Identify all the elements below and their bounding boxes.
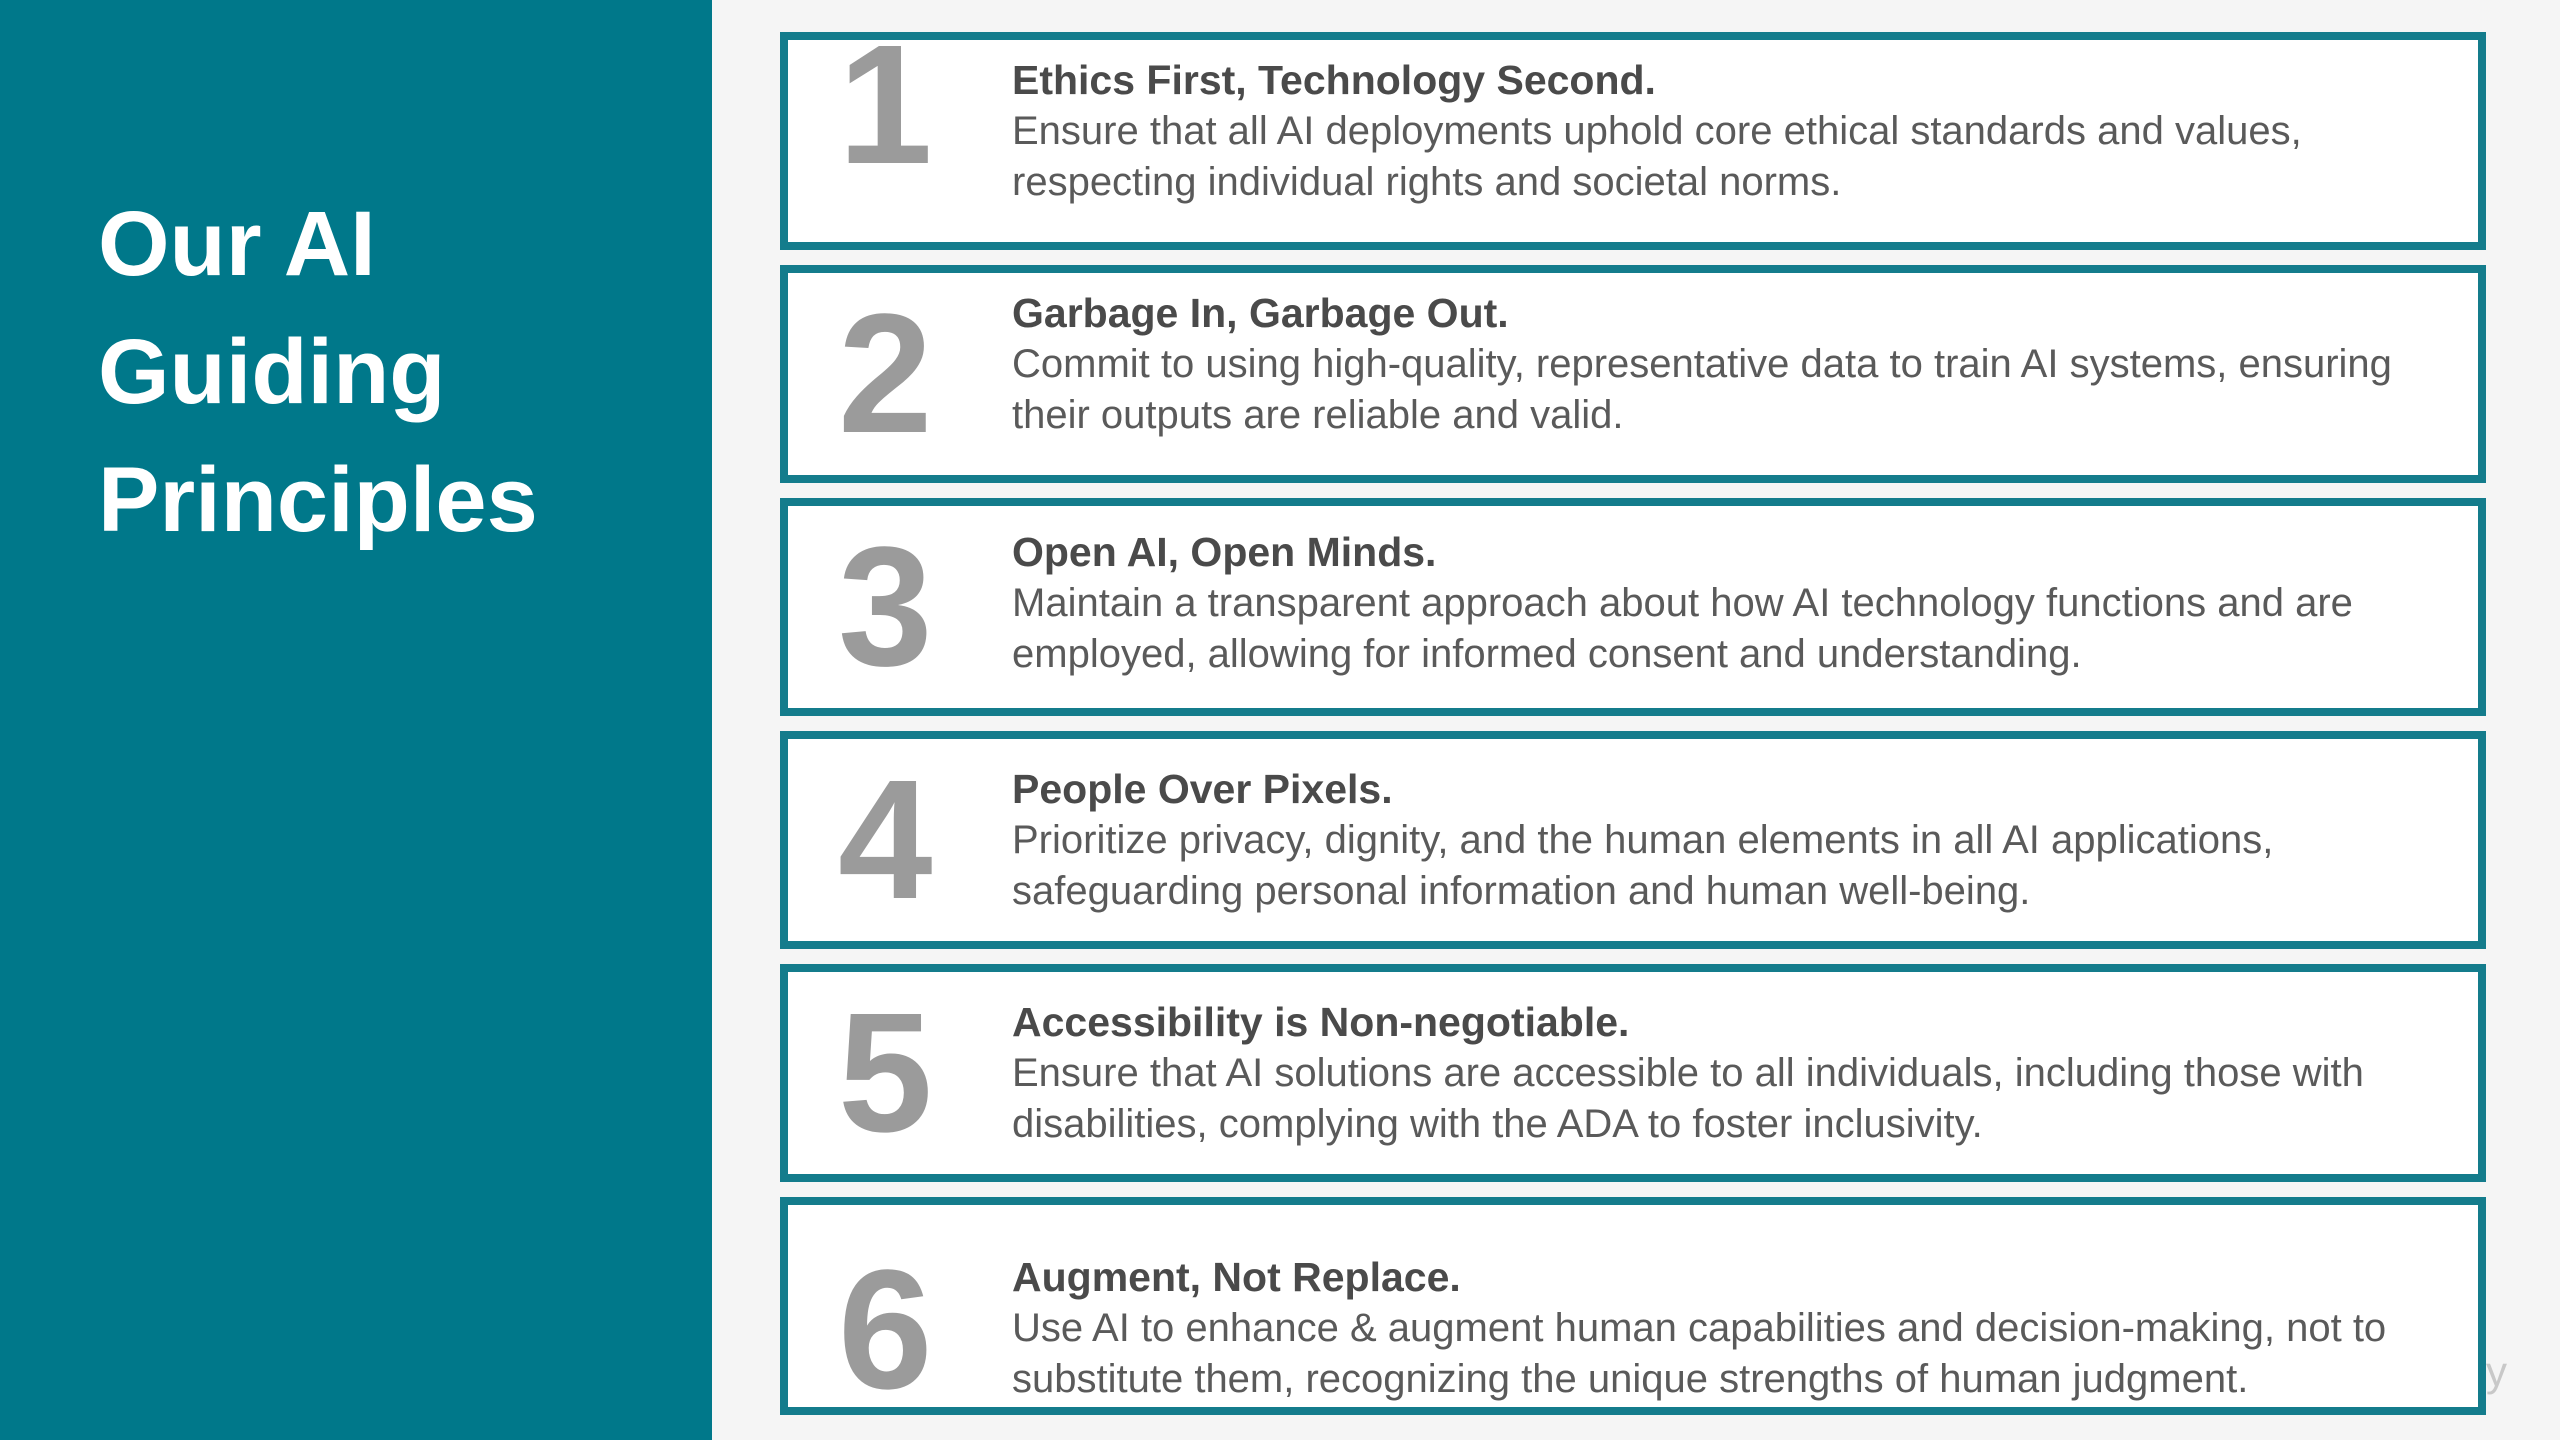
principle-number: 5 [838, 978, 933, 1168]
principles-list [780, 10, 2486, 1425]
principle-text [1012, 287, 2452, 441]
principle-heading: Garbage In, Garbage Out. [1012, 290, 1509, 336]
principle-body: Use AI to enhance & augment human capabilities and decision-making, not to substitute them, recognizing the unique strengths of human judgment. [1012, 1306, 2387, 1401]
principle-body: Maintain a transparent approach about how AI technology functions and are employed, allowing for informed consent and understanding. [1012, 581, 2353, 676]
principle-heading: Open AI, Open Minds. [1012, 529, 1437, 575]
principle-text [1012, 526, 2452, 680]
title-line: Principles [98, 449, 538, 551]
principle-card [780, 964, 2486, 1182]
principle-text [1012, 1251, 2452, 1405]
title-line: Guiding [98, 321, 446, 423]
principle-heading: People Over Pixels. [1012, 766, 1393, 812]
principle-text [1012, 763, 2452, 917]
principle-heading: Ethics First, Technology Second. [1012, 57, 1656, 103]
principle-card [780, 10, 2486, 250]
watermark-text: y [2486, 1348, 2507, 1395]
principle-number: 2 [838, 279, 933, 469]
principle-heading: Augment, Not Replace. [1012, 1254, 1461, 1300]
principle-body: Commit to using high-quality, representative data to train AI systems, ensuring their outputs are reliable and valid. [1012, 342, 2392, 437]
principle-body: Ensure that all AI deployments uphold core ethical standards and values, respecting individual rights and societal norms. [1012, 109, 2302, 204]
principle-number: 4 [838, 745, 933, 935]
principle-heading: Accessibility is Non-negotiable. [1012, 999, 1630, 1045]
principle-body: Prioritize privacy, dignity, and the human elements in all AI applications, safeguarding personal information and human well-being. [1012, 818, 2274, 913]
principle-number: 6 [838, 1235, 933, 1425]
principle-number: 3 [838, 512, 933, 702]
principle-text [1012, 54, 2452, 208]
principle-body: Ensure that AI solutions are accessible to all individuals, including those with disabilities, complying with the ADA to foster inclusivity. [1012, 1051, 2364, 1146]
principle-card [780, 731, 2486, 949]
page-title [98, 180, 658, 564]
principle-number: 1 [838, 10, 933, 200]
title-sidebar [0, 0, 712, 1440]
principle-card [780, 1197, 2486, 1425]
principle-text [1012, 996, 2452, 1150]
title-line: Our AI [98, 193, 376, 295]
principle-card [780, 498, 2486, 716]
principle-card [780, 265, 2486, 483]
